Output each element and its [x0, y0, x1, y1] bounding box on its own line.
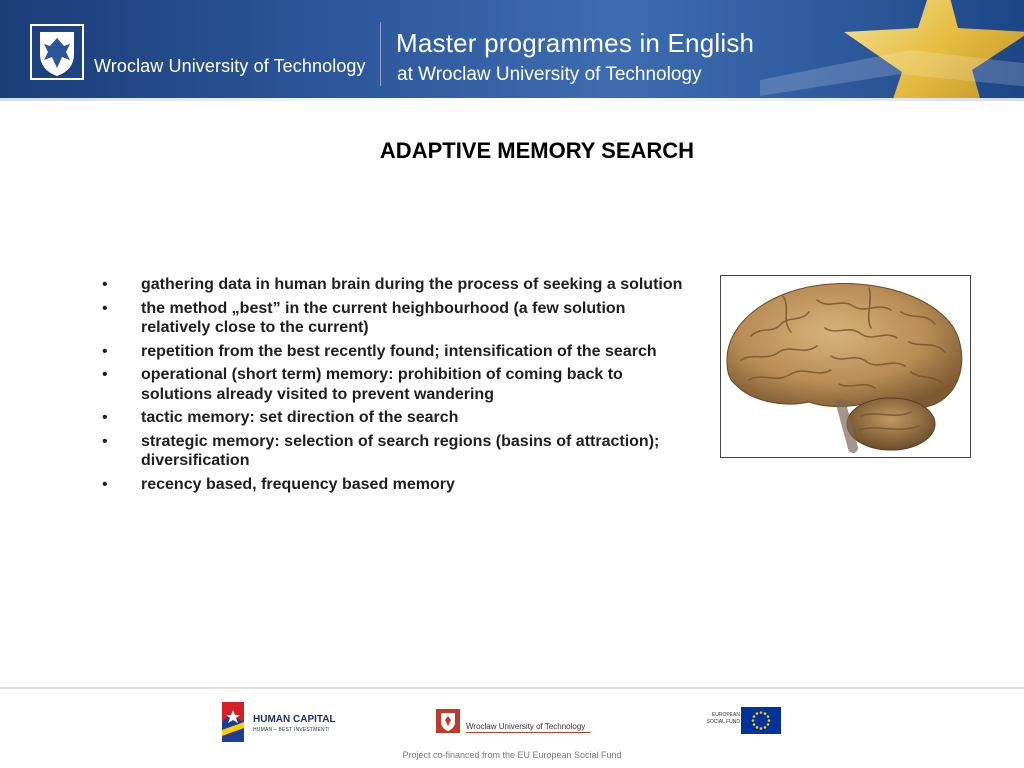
bullet-glyph: •	[102, 409, 108, 426]
brain-illustration	[721, 276, 970, 457]
footer-divider	[0, 687, 1024, 689]
bullet-text: recency based, frequency based memory	[141, 475, 455, 493]
bullet-text: the method „best” in the current heighbourhood (a few solution relatively close to the current)	[141, 299, 626, 336]
human-capital-logo-icon	[218, 700, 248, 744]
human-capital-title: HUMAN CAPITAL	[253, 714, 336, 725]
header-banner	[0, 0, 1024, 101]
list-item	[100, 365, 685, 404]
star-icon	[760, 0, 1024, 101]
esf-label	[700, 712, 740, 726]
bullet-text: operational (short term) memory: prohibition of coming back to solutions already visited to prevent wandering	[141, 366, 623, 403]
university-crest-small-icon	[436, 709, 460, 733]
banner-divider	[380, 22, 381, 86]
bullet-glyph: •	[102, 299, 108, 317]
slide-title: ADAPTIVE MEMORY SEARCH	[379, 138, 695, 163]
bullet-text: gathering data in human brain during the process of seeking a solution	[141, 276, 683, 293]
programme-subtitle: at Wroclaw University of Technology	[397, 64, 702, 85]
list-item	[100, 299, 685, 338]
university-name: Wroclaw University of Technology	[94, 56, 366, 76]
human-capital-subtitle: HUMAN – BEST INVESTMENT!	[253, 727, 330, 733]
brain-photo	[720, 275, 971, 458]
eu-flag-icon	[741, 707, 781, 734]
list-item	[100, 432, 685, 471]
cofinanced-note: Project co-financed from the EU European Social Fund	[402, 750, 622, 760]
esf-line2: SOCIAL FUND	[706, 719, 740, 725]
bullet-glyph: •	[102, 276, 108, 293]
footer-university-name: Wroclaw University of Technology	[466, 722, 586, 731]
list-item	[100, 275, 685, 295]
bullet-glyph: •	[102, 475, 108, 493]
esf-line1: EUROPEAN	[711, 712, 740, 718]
bullet-text: repetition from the best recently found; intensification of the search	[141, 342, 657, 360]
bullet-list	[100, 275, 685, 498]
footer-university-underline	[466, 732, 590, 733]
bullet-glyph: •	[102, 366, 108, 383]
bullet-glyph: •	[102, 342, 108, 360]
list-item	[100, 408, 685, 428]
list-item	[100, 475, 685, 495]
bullet-text: tactic memory: set direction of the search	[141, 409, 459, 426]
list-item	[100, 342, 685, 362]
bullet-glyph: •	[102, 432, 108, 450]
university-crest-icon	[30, 24, 84, 80]
programme-title: Master programmes in English	[396, 28, 755, 58]
bullet-text: strategic memory: selection of search regions (basins of attraction); diversification	[141, 432, 660, 469]
